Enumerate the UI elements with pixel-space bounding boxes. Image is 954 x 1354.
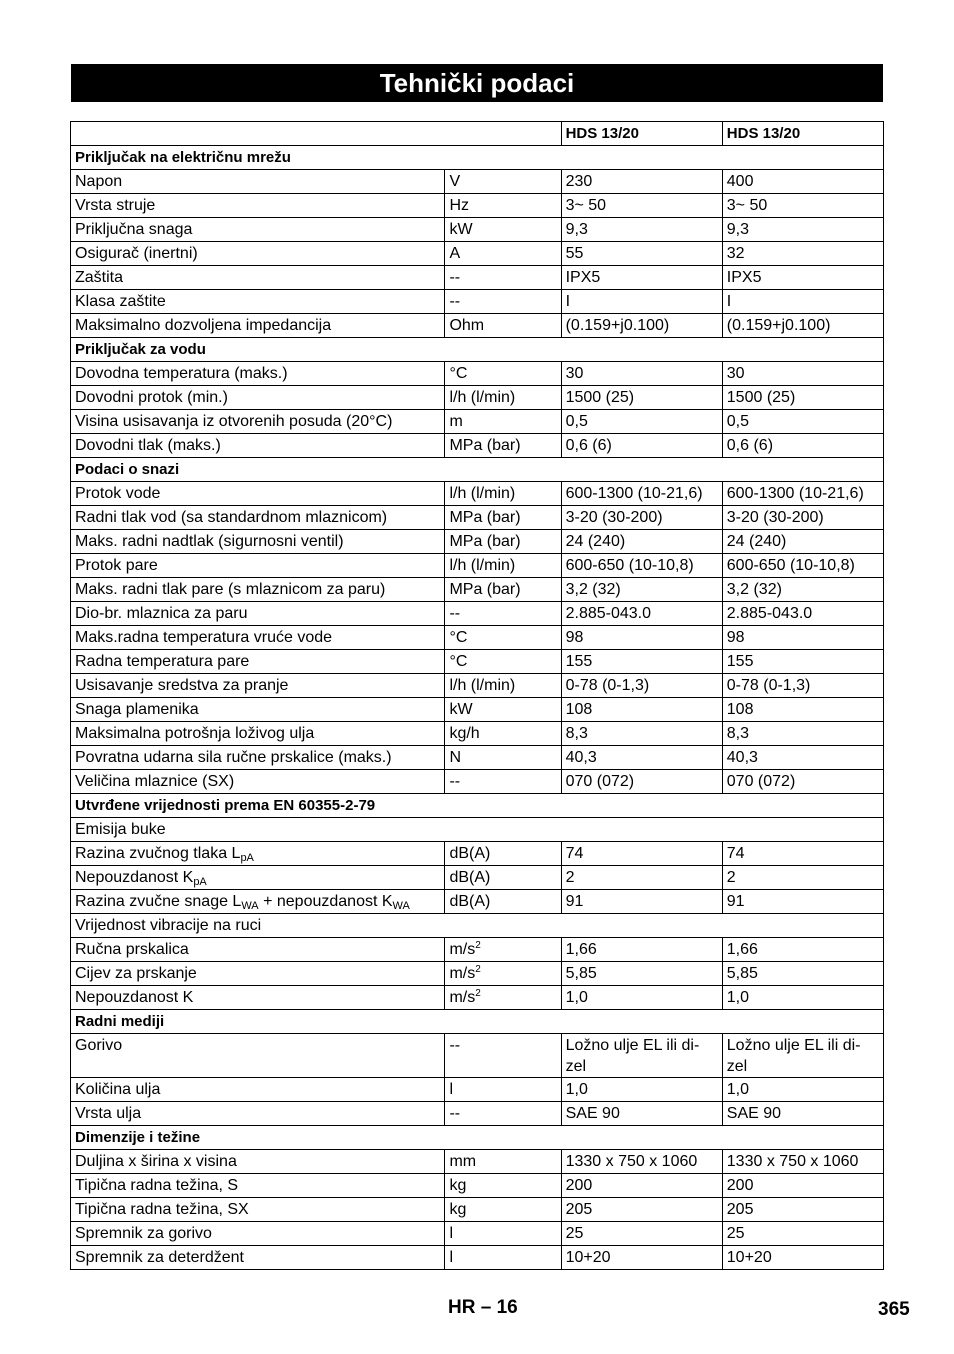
unit-text: -- bbox=[449, 269, 461, 286]
label-text: Usisavanje sredstva za pranje bbox=[75, 677, 289, 694]
unit-text: °C bbox=[449, 653, 468, 670]
table-row bbox=[71, 1198, 884, 1222]
row-unit bbox=[445, 770, 561, 794]
label-text: Nepouzdanost K bbox=[75, 869, 194, 886]
unit-text: m/s bbox=[449, 965, 476, 982]
row-value-model-2: 0-78 (0-1,3) bbox=[722, 674, 883, 698]
row-label bbox=[71, 674, 445, 698]
row-value-model-2: 205 bbox=[722, 1198, 883, 1222]
row-value-model-1: 30 bbox=[561, 362, 722, 386]
subsection-heading: Emisija buke bbox=[71, 818, 884, 842]
unit-text: kg bbox=[449, 1177, 467, 1194]
unit-text: dB(A) bbox=[449, 869, 491, 886]
row-value-model-1: 24 (240) bbox=[561, 530, 722, 554]
row-unit bbox=[445, 242, 561, 266]
row-label bbox=[71, 218, 445, 242]
label-text: Vrsta struje bbox=[75, 197, 156, 214]
label-text: Vrsta ulja bbox=[75, 1105, 142, 1122]
row-value-model-1: 2.885-043.0 bbox=[561, 602, 722, 626]
table-row bbox=[71, 770, 884, 794]
table-row bbox=[71, 1078, 884, 1102]
table-row bbox=[71, 1222, 884, 1246]
unit-text: -- bbox=[449, 1037, 461, 1054]
row-value-model-1: 40,3 bbox=[561, 746, 722, 770]
row-value-model-1: 1,0 bbox=[561, 986, 722, 1010]
label-text: Maks. radni tlak pare (s mlaznicom za paru) bbox=[75, 581, 386, 598]
subsection-row bbox=[71, 818, 884, 842]
row-value-model-2: 91 bbox=[722, 890, 883, 914]
unit-text: kW bbox=[449, 221, 473, 238]
row-unit bbox=[445, 1246, 561, 1270]
row-value-model-2: SAE 90 bbox=[722, 1102, 883, 1126]
row-value-model-2: 40,3 bbox=[722, 746, 883, 770]
unit-text: kW bbox=[449, 701, 473, 718]
label-text: Tipična radna težina, S bbox=[75, 1177, 239, 1194]
header-blank bbox=[71, 122, 562, 146]
row-value-model-1: 3~ 50 bbox=[561, 194, 722, 218]
unit-text: dB(A) bbox=[449, 893, 491, 910]
subsection-row bbox=[71, 914, 884, 938]
row-value-model-2: 3,2 (32) bbox=[722, 578, 883, 602]
row-unit bbox=[445, 650, 561, 674]
row-value-model-1: 9,3 bbox=[561, 218, 722, 242]
table-row bbox=[71, 554, 884, 578]
table-row bbox=[71, 1150, 884, 1174]
label-text: Spremnik za gorivo bbox=[75, 1225, 212, 1242]
row-value-model-1: 1330 x 750 x 1060 bbox=[561, 1150, 722, 1174]
row-label bbox=[71, 842, 445, 866]
unit-text: kg bbox=[449, 1201, 467, 1218]
row-label bbox=[71, 170, 445, 194]
row-unit bbox=[445, 890, 561, 914]
row-label bbox=[71, 746, 445, 770]
subsection-heading: Vrijednost vibracije na ruci bbox=[71, 914, 884, 938]
row-unit bbox=[445, 1150, 561, 1174]
row-value-model-1: 0,5 bbox=[561, 410, 722, 434]
row-label bbox=[71, 386, 445, 410]
row-label bbox=[71, 1034, 445, 1078]
row-value-model-2: 1500 (25) bbox=[722, 386, 883, 410]
header-model-1: HDS 13/20 bbox=[561, 122, 722, 146]
label-text: Tipična radna težina, SX bbox=[75, 1201, 249, 1218]
row-unit bbox=[445, 362, 561, 386]
label-text: Snaga plamenika bbox=[75, 701, 199, 718]
label-text: Cijev za prskanje bbox=[75, 965, 197, 982]
table-row bbox=[71, 218, 884, 242]
row-label bbox=[71, 770, 445, 794]
unit-superscript: 2 bbox=[475, 940, 481, 951]
label-text: Veličina mlaznice (SX) bbox=[75, 773, 235, 790]
row-value-model-1: SAE 90 bbox=[561, 1102, 722, 1126]
row-value-model-2: 9,3 bbox=[722, 218, 883, 242]
unit-text: l bbox=[449, 1225, 454, 1242]
row-unit bbox=[445, 1198, 561, 1222]
row-value-model-2: 30 bbox=[722, 362, 883, 386]
section-heading: Radni mediji bbox=[71, 1010, 884, 1034]
row-value-model-2: 25 bbox=[722, 1222, 883, 1246]
section-heading: Utvrđene vrijednosti prema EN 60355-2-79 bbox=[71, 794, 884, 818]
table-row bbox=[71, 434, 884, 458]
row-value-model-1: IPX5 bbox=[561, 266, 722, 290]
row-value-model-1: (0.159+j0.100) bbox=[561, 314, 722, 338]
row-value-model-2: 200 bbox=[722, 1174, 883, 1198]
label-text: Dio-br. mlaznica za paru bbox=[75, 605, 248, 622]
row-label bbox=[71, 530, 445, 554]
row-unit bbox=[445, 1222, 561, 1246]
section-heading: Podaci o snazi bbox=[71, 458, 884, 482]
unit-superscript: 2 bbox=[475, 964, 481, 975]
label-text: Spremnik za deterdžent bbox=[75, 1249, 244, 1266]
table-row bbox=[71, 674, 884, 698]
unit-text: MPa (bar) bbox=[449, 437, 521, 454]
row-label bbox=[71, 1198, 445, 1222]
row-unit bbox=[445, 410, 561, 434]
row-unit bbox=[445, 290, 561, 314]
row-value-model-2: Ložno ulje EL ili di-zel bbox=[722, 1034, 883, 1078]
table-row bbox=[71, 1102, 884, 1126]
row-unit bbox=[445, 674, 561, 698]
section-row bbox=[71, 338, 884, 362]
section-row bbox=[71, 458, 884, 482]
row-value-model-1: 600-650 (10-10,8) bbox=[561, 554, 722, 578]
unit-text: N bbox=[449, 749, 462, 766]
label-text: Napon bbox=[75, 173, 123, 190]
row-label bbox=[71, 290, 445, 314]
row-value-model-1: 0-78 (0-1,3) bbox=[561, 674, 722, 698]
row-value-model-2: 600-1300 (10-21,6) bbox=[722, 482, 883, 506]
technical-data-table bbox=[70, 121, 884, 1270]
row-unit bbox=[445, 602, 561, 626]
row-value-model-1: 3,2 (32) bbox=[561, 578, 722, 602]
row-value-model-2: 8,3 bbox=[722, 722, 883, 746]
table-row bbox=[71, 722, 884, 746]
table-row bbox=[71, 506, 884, 530]
table-row bbox=[71, 626, 884, 650]
unit-text: MPa (bar) bbox=[449, 581, 521, 598]
row-label bbox=[71, 1246, 445, 1270]
unit-text: -- bbox=[449, 293, 461, 310]
row-value-model-1: 91 bbox=[561, 890, 722, 914]
unit-text: mm bbox=[449, 1153, 477, 1170]
page-title: Tehnički podaci bbox=[71, 64, 883, 102]
unit-superscript: 2 bbox=[475, 988, 481, 999]
table-row bbox=[71, 314, 884, 338]
label-text: Nepouzdanost K bbox=[75, 989, 194, 1006]
label-text: Dovodni tlak (maks.) bbox=[75, 437, 221, 454]
footer-page-number: 365 bbox=[878, 1299, 910, 1320]
row-label bbox=[71, 506, 445, 530]
row-label bbox=[71, 938, 445, 962]
unit-text: l/h (l/min) bbox=[449, 485, 516, 502]
label-text: Osigurač (inertni) bbox=[75, 245, 198, 262]
label-text: Priključna snaga bbox=[75, 221, 193, 238]
row-value-model-2: 400 bbox=[722, 170, 883, 194]
row-label bbox=[71, 578, 445, 602]
row-value-model-1: 5,85 bbox=[561, 962, 722, 986]
row-value-model-2: 5,85 bbox=[722, 962, 883, 986]
unit-text: m/s bbox=[449, 989, 476, 1006]
section-row bbox=[71, 1010, 884, 1034]
row-value-model-2: 74 bbox=[722, 842, 883, 866]
unit-text: °C bbox=[449, 629, 468, 646]
row-unit bbox=[445, 626, 561, 650]
row-value-model-1: 108 bbox=[561, 698, 722, 722]
row-label bbox=[71, 554, 445, 578]
row-value-model-1: 2 bbox=[561, 866, 722, 890]
unit-text: MPa (bar) bbox=[449, 509, 521, 526]
label-text: Ručna prskalica bbox=[75, 941, 189, 958]
row-label bbox=[71, 698, 445, 722]
unit-text: A bbox=[449, 245, 461, 262]
row-unit bbox=[445, 1174, 561, 1198]
label-text: Količina ulja bbox=[75, 1081, 161, 1098]
section-row bbox=[71, 1126, 884, 1150]
label-subscript: pA bbox=[240, 852, 254, 864]
row-unit bbox=[445, 530, 561, 554]
row-label bbox=[71, 1102, 445, 1126]
row-label bbox=[71, 866, 445, 890]
row-label bbox=[71, 482, 445, 506]
row-label bbox=[71, 986, 445, 1010]
row-value-model-2: 0,6 (6) bbox=[722, 434, 883, 458]
row-value-model-2: IPX5 bbox=[722, 266, 883, 290]
unit-text: l/h (l/min) bbox=[449, 557, 516, 574]
unit-text: -- bbox=[449, 1105, 461, 1122]
row-label bbox=[71, 626, 445, 650]
row-label bbox=[71, 722, 445, 746]
row-value-model-2: 32 bbox=[722, 242, 883, 266]
row-value-model-1: I bbox=[561, 290, 722, 314]
header-model-2: HDS 13/20 bbox=[722, 122, 883, 146]
row-label bbox=[71, 890, 445, 914]
unit-text: l bbox=[449, 1249, 454, 1266]
table-row bbox=[71, 530, 884, 554]
section-row bbox=[71, 146, 884, 170]
row-value-model-2: 1,66 bbox=[722, 938, 883, 962]
row-value-model-1: 600-1300 (10-21,6) bbox=[561, 482, 722, 506]
row-unit bbox=[445, 386, 561, 410]
label-text: Razina zvučne snage L bbox=[75, 893, 242, 910]
row-unit bbox=[445, 554, 561, 578]
row-label bbox=[71, 410, 445, 434]
row-unit bbox=[445, 170, 561, 194]
row-value-model-2: 108 bbox=[722, 698, 883, 722]
row-value-model-1: 74 bbox=[561, 842, 722, 866]
row-value-model-1: 3-20 (30-200) bbox=[561, 506, 722, 530]
label-text: Duljina x širina x visina bbox=[75, 1153, 237, 1170]
row-value-model-2: 155 bbox=[722, 650, 883, 674]
section-row bbox=[71, 794, 884, 818]
unit-text: l/h (l/min) bbox=[449, 677, 516, 694]
unit-text: m bbox=[449, 413, 463, 430]
row-value-model-2: 98 bbox=[722, 626, 883, 650]
row-label bbox=[71, 314, 445, 338]
row-value-model-1: 200 bbox=[561, 1174, 722, 1198]
footer-language-page: HR – 16 bbox=[448, 1297, 518, 1318]
row-value-model-1: 230 bbox=[561, 170, 722, 194]
label-text: Maks.radna temperatura vruće vode bbox=[75, 629, 333, 646]
row-value-model-1: 8,3 bbox=[561, 722, 722, 746]
label-text: Visina usisavanja iz otvorenih posuda (20°C) bbox=[75, 413, 393, 430]
row-value-model-2: 600-650 (10-10,8) bbox=[722, 554, 883, 578]
unit-text: Ohm bbox=[449, 317, 485, 334]
row-value-model-1: 1500 (25) bbox=[561, 386, 722, 410]
label-text-continued: + nepouzdanost K bbox=[258, 893, 393, 910]
row-label bbox=[71, 434, 445, 458]
table-row bbox=[71, 290, 884, 314]
row-label bbox=[71, 194, 445, 218]
table-row bbox=[71, 194, 884, 218]
label-text: Gorivo bbox=[75, 1037, 123, 1054]
label-text: Maks. radni nadtlak (sigurnosni ventil) bbox=[75, 533, 344, 550]
row-unit bbox=[445, 866, 561, 890]
label-text: Povratna udarna sila ručne prskalice (maks.) bbox=[75, 749, 392, 766]
table-row bbox=[71, 386, 884, 410]
unit-text: -- bbox=[449, 605, 461, 622]
table-row bbox=[71, 410, 884, 434]
label-text: Razina zvučnog tlaka L bbox=[75, 845, 241, 862]
row-value-model-2: 2.885-043.0 bbox=[722, 602, 883, 626]
unit-text: m/s bbox=[449, 941, 476, 958]
table-row bbox=[71, 266, 884, 290]
row-unit bbox=[445, 314, 561, 338]
row-value-model-1: 070 (072) bbox=[561, 770, 722, 794]
unit-text: l/h (l/min) bbox=[449, 389, 516, 406]
table-header-row bbox=[71, 122, 884, 146]
label-text: Protok pare bbox=[75, 557, 158, 574]
unit-text: l bbox=[449, 1081, 454, 1098]
unit-text: °C bbox=[449, 365, 468, 382]
row-value-model-1: 1,0 bbox=[561, 1078, 722, 1102]
table-row bbox=[71, 986, 884, 1010]
label-subscript: WA bbox=[241, 900, 259, 912]
table-row bbox=[71, 362, 884, 386]
table-row bbox=[71, 1034, 884, 1078]
row-label bbox=[71, 1174, 445, 1198]
row-unit bbox=[445, 938, 561, 962]
table-row bbox=[71, 698, 884, 722]
row-unit bbox=[445, 1034, 561, 1078]
table-row bbox=[71, 1174, 884, 1198]
row-value-model-2: 3-20 (30-200) bbox=[722, 506, 883, 530]
row-value-model-2: 070 (072) bbox=[722, 770, 883, 794]
unit-text: V bbox=[449, 173, 461, 190]
row-label bbox=[71, 1222, 445, 1246]
row-label bbox=[71, 362, 445, 386]
section-heading: Priključak na električnu mrežu bbox=[71, 146, 884, 170]
row-unit bbox=[445, 1102, 561, 1126]
row-label bbox=[71, 962, 445, 986]
label-text: Protok vode bbox=[75, 485, 161, 502]
row-label bbox=[71, 602, 445, 626]
row-label bbox=[71, 1078, 445, 1102]
row-value-model-1: 155 bbox=[561, 650, 722, 674]
row-value-model-1: 1,66 bbox=[561, 938, 722, 962]
label-text: Dovodna temperatura (maks.) bbox=[75, 365, 288, 382]
label-text: Radni tlak vod (sa standardnom mlaznicom) bbox=[75, 509, 388, 526]
table-row bbox=[71, 650, 884, 674]
label-text: Dovodni protok (min.) bbox=[75, 389, 228, 406]
row-value-model-2: I bbox=[722, 290, 883, 314]
row-value-model-1: 10+20 bbox=[561, 1246, 722, 1270]
row-value-model-2: 1,0 bbox=[722, 1078, 883, 1102]
table-row bbox=[71, 170, 884, 194]
table-row bbox=[71, 938, 884, 962]
table-row bbox=[71, 962, 884, 986]
table-row bbox=[71, 866, 884, 890]
table-row bbox=[71, 746, 884, 770]
row-value-model-1: 98 bbox=[561, 626, 722, 650]
row-value-model-2: 24 (240) bbox=[722, 530, 883, 554]
row-label bbox=[71, 242, 445, 266]
row-unit bbox=[445, 266, 561, 290]
label-subscript: pA bbox=[193, 876, 207, 888]
section-heading: Dimenzije i težine bbox=[71, 1126, 884, 1150]
label-text: Klasa zaštite bbox=[75, 293, 166, 310]
unit-text: -- bbox=[449, 773, 461, 790]
unit-text: Hz bbox=[449, 197, 470, 214]
table-row bbox=[71, 602, 884, 626]
table-row bbox=[71, 1246, 884, 1270]
row-value-model-1: 205 bbox=[561, 1198, 722, 1222]
row-unit bbox=[445, 746, 561, 770]
row-value-model-1: 25 bbox=[561, 1222, 722, 1246]
unit-text: dB(A) bbox=[449, 845, 491, 862]
row-unit bbox=[445, 722, 561, 746]
row-unit bbox=[445, 482, 561, 506]
label-text: Maksimalno dozvoljena impedancija bbox=[75, 317, 332, 334]
row-label bbox=[71, 1150, 445, 1174]
row-value-model-2: 2 bbox=[722, 866, 883, 890]
row-unit bbox=[445, 962, 561, 986]
row-label bbox=[71, 266, 445, 290]
unit-text: MPa (bar) bbox=[449, 533, 521, 550]
row-unit bbox=[445, 842, 561, 866]
row-value-model-2: 1330 x 750 x 1060 bbox=[722, 1150, 883, 1174]
row-value-model-1: Ložno ulje EL ili di-zel bbox=[561, 1034, 722, 1078]
row-value-model-2: (0.159+j0.100) bbox=[722, 314, 883, 338]
row-value-model-2: 10+20 bbox=[722, 1246, 883, 1270]
label-text: Maksimalna potrošnja loživog ulja bbox=[75, 725, 315, 742]
table-row bbox=[71, 578, 884, 602]
row-value-model-2: 0,5 bbox=[722, 410, 883, 434]
row-unit bbox=[445, 698, 561, 722]
row-unit bbox=[445, 194, 561, 218]
table-row bbox=[71, 842, 884, 866]
row-unit bbox=[445, 218, 561, 242]
label-subscript: WA bbox=[392, 900, 410, 912]
row-value-model-2: 1,0 bbox=[722, 986, 883, 1010]
label-text: Radna temperatura pare bbox=[75, 653, 250, 670]
table-row bbox=[71, 890, 884, 914]
row-unit bbox=[445, 986, 561, 1010]
row-unit bbox=[445, 1078, 561, 1102]
table-row bbox=[71, 242, 884, 266]
table-row bbox=[71, 482, 884, 506]
row-label bbox=[71, 650, 445, 674]
row-value-model-1: 0,6 (6) bbox=[561, 434, 722, 458]
row-unit bbox=[445, 506, 561, 530]
row-unit bbox=[445, 578, 561, 602]
row-unit bbox=[445, 434, 561, 458]
label-text: Zaštita bbox=[75, 269, 124, 286]
row-value-model-1: 55 bbox=[561, 242, 722, 266]
section-heading: Priključak za vodu bbox=[71, 338, 884, 362]
unit-text: kg/h bbox=[449, 725, 480, 742]
row-value-model-2: 3~ 50 bbox=[722, 194, 883, 218]
